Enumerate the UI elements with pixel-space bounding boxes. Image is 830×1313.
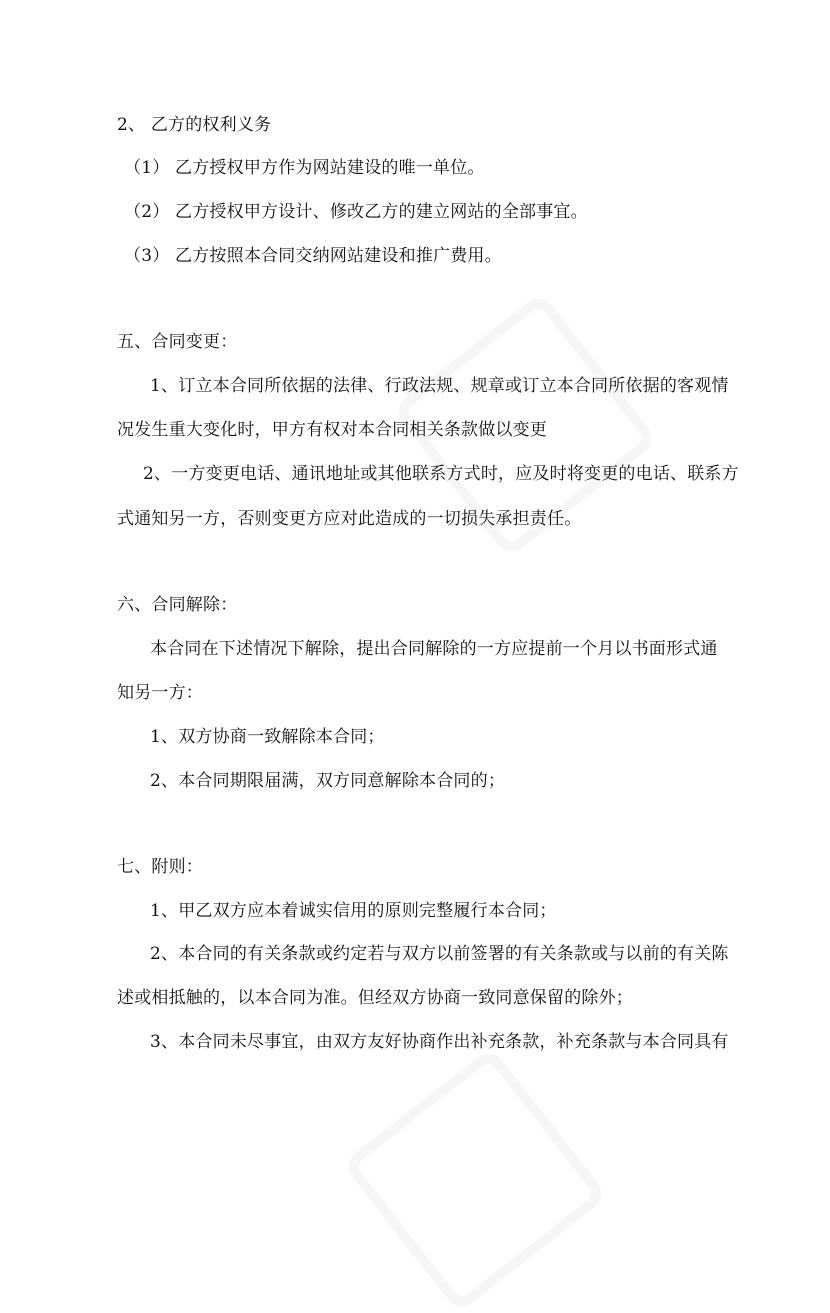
section-5-clause-1-cont: 况发生重大变化时，甲方有权对本合同相关条款做以变更: [117, 420, 547, 440]
section-5-clause-1: 1、订立本合同所依据的法律、行政法规、规章或订立本合同所依据的客观情: [150, 376, 729, 396]
section-7-clause-2: 2、本合同的有关条款或约定若与双方以前签署的有关条款或与以前的有关陈: [150, 944, 729, 964]
section-6-intro: 本合同在下述情况下解除，提出合同解除的一方应提前一个月以书面形式通: [150, 639, 718, 659]
section-7-clause-3: 3、本合同未尽事宜，由双方友好协商作出补充条款，补充条款与本合同具有: [150, 1032, 729, 1052]
section-2-item: （2） 乙方授权甲方设计、修改乙方的建立网站的全部事宜。: [124, 202, 588, 222]
section-6-intro-cont: 知另一方：: [117, 683, 203, 703]
section-7-heading: 七、附则：: [117, 857, 203, 877]
section-2-heading: 2、 乙方的权利义务: [117, 115, 272, 135]
section-5-heading: 五、合同变更：: [117, 332, 238, 352]
section-7-clause-1: 1、甲乙双方应本着诚实信用的原则完整履行本合同；: [150, 901, 557, 921]
section-7-clause-2-cont: 述或相抵触的，以本合同为准。但经双方协商一致同意保留的除外；: [117, 988, 633, 1008]
section-5-clause-2: 2、一方变更电话、通讯地址或其他联系方式时，应及时将变更的电话、联系方: [143, 464, 739, 484]
section-2-item: （1） 乙方授权甲方作为网站建设的唯一单位。: [124, 158, 485, 178]
section-5-clause-2-cont: 式通知另一方，否则变更方应对此造成的一切损失承担责任。: [117, 509, 582, 529]
section-6-heading: 六、合同解除：: [117, 595, 238, 615]
section-6-clause-2: 2、本合同期限届满，双方同意解除本合同的；: [150, 771, 506, 791]
section-2-item: （3） 乙方按照本合同交纳网站建设和推广费用。: [124, 246, 502, 266]
section-6-clause-1: 1、双方协商一致解除本合同；: [150, 727, 385, 747]
watermark-stamp: [342, 1047, 609, 1313]
